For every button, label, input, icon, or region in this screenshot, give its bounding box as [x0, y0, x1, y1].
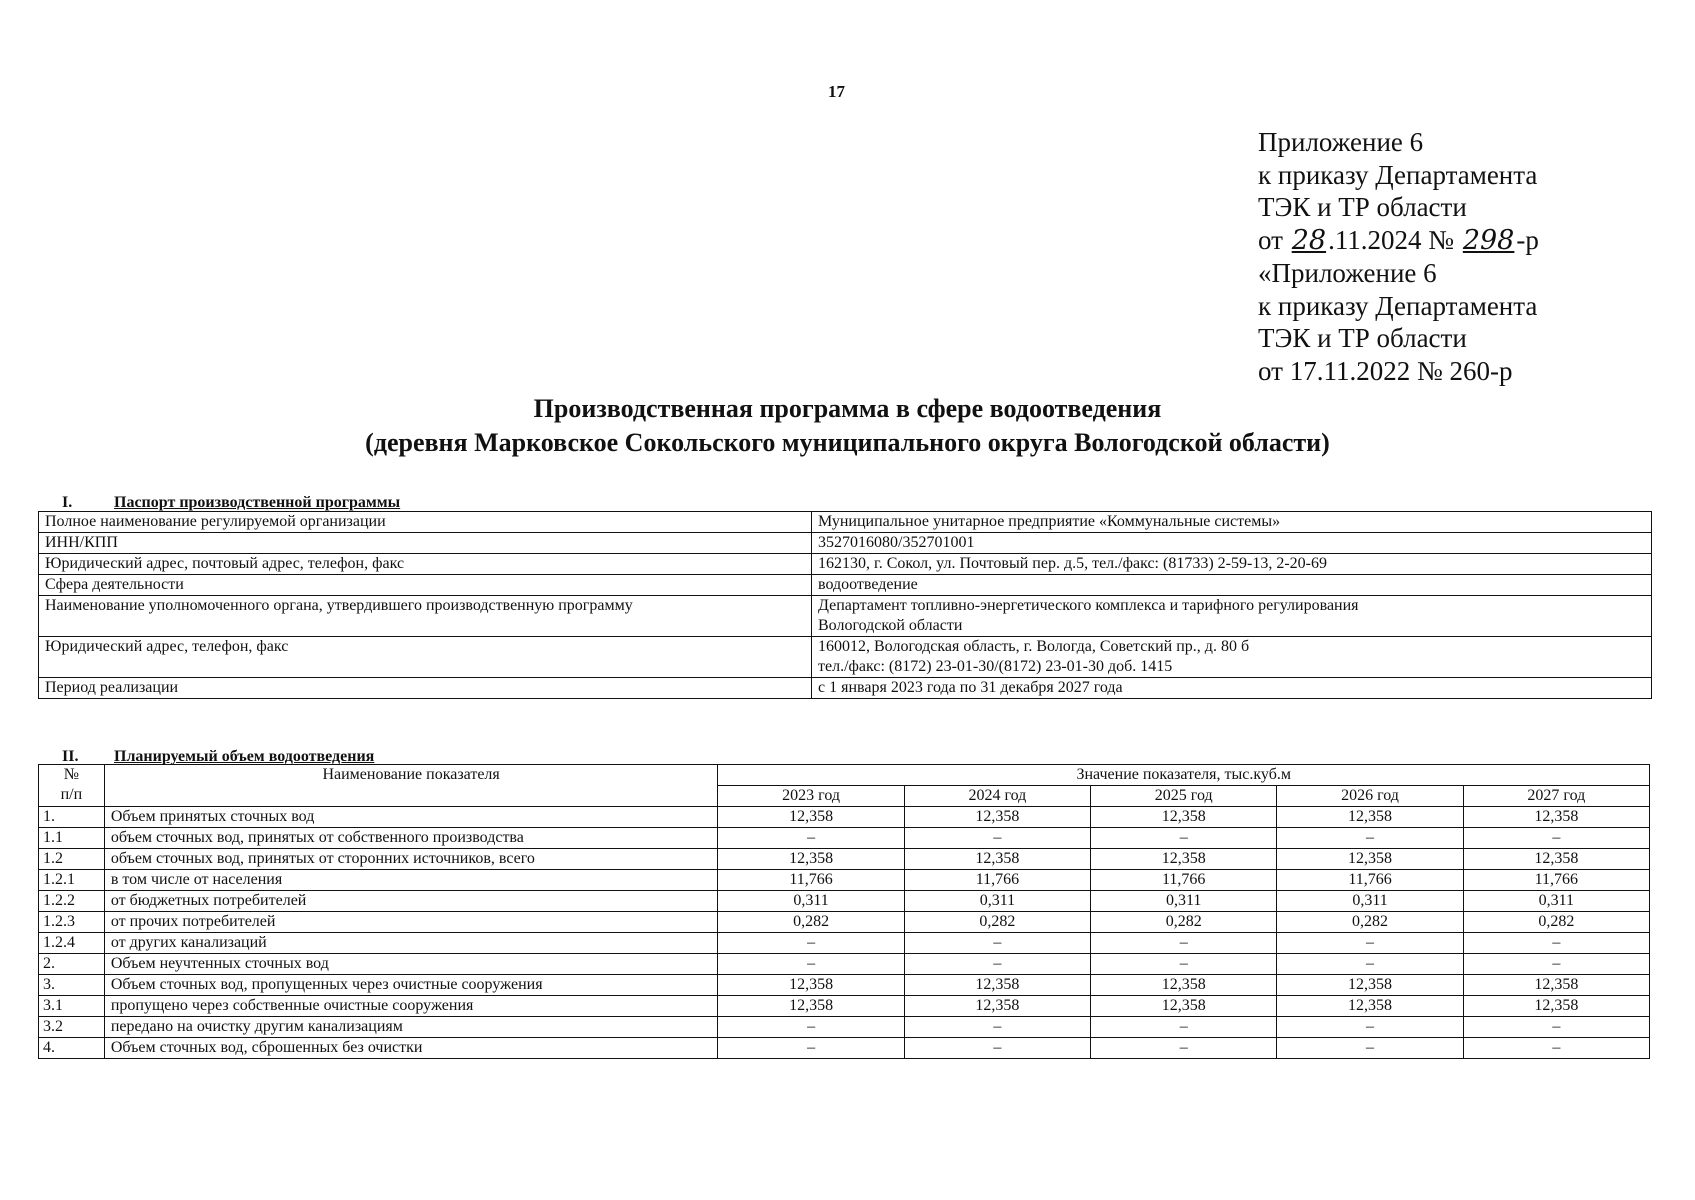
- indicator-value: 0,282: [1091, 912, 1277, 933]
- passport-value-line: 160012, Вологодская область, г. Вологда, Советский пр., д. 80 б: [818, 638, 1250, 655]
- indicator-name: Объем сточных вод, сброшенных без очистки: [104, 1038, 718, 1059]
- column-group-header-values: Значение показателя, тыс.куб.м: [718, 765, 1650, 786]
- indicator-value: –: [904, 1038, 1090, 1059]
- volume-row: [39, 870, 1650, 891]
- passport-row: [39, 512, 1652, 533]
- volume-table: [38, 764, 1650, 1059]
- passport-label: ИНН/КПП: [39, 533, 812, 554]
- indicator-value: 12,358: [718, 975, 904, 996]
- indicator-value: –: [718, 954, 904, 975]
- indicator-value: 12,358: [1277, 975, 1463, 996]
- appendix-line: к приказу Департамента: [1258, 290, 1538, 321]
- indicator-name: объем сточных вод, принятых от сторонних источников, всего: [104, 849, 718, 870]
- indicator-value: 12,358: [1091, 975, 1277, 996]
- indicator-value: –: [1463, 828, 1649, 849]
- indicator-name: от других канализаций: [104, 933, 718, 954]
- row-number: 2.: [39, 954, 105, 975]
- indicator-value: 12,358: [904, 975, 1090, 996]
- volume-row: [39, 1017, 1650, 1038]
- passport-row: [39, 575, 1652, 596]
- passport-label: Юридический адрес, почтовый адрес, телефон, факс: [39, 554, 812, 575]
- row-number: 1.2.2: [39, 891, 105, 912]
- row-number: 4.: [39, 1038, 105, 1059]
- indicator-value: 0,311: [1463, 891, 1649, 912]
- passport-value-line: 3527016080/352701001: [818, 534, 975, 551]
- passport-row: [39, 637, 1652, 678]
- indicator-value: 0,282: [1463, 912, 1649, 933]
- indicator-value: 0,311: [1277, 891, 1463, 912]
- indicator-value: 0,282: [904, 912, 1090, 933]
- indicator-value: –: [1463, 933, 1649, 954]
- appendix-line: ТЭК и ТР области: [1258, 323, 1467, 353]
- row-number: 1.2.1: [39, 870, 105, 891]
- indicator-value: 12,358: [1463, 849, 1649, 870]
- indicator-value: 12,358: [1463, 975, 1649, 996]
- section-number: II.: [62, 748, 79, 765]
- passport-value-line: Департамент топливно-энергетического комплекса и тарифного регулирования: [818, 597, 1359, 614]
- indicator-value: 0,311: [1091, 891, 1277, 912]
- volume-row: [39, 828, 1650, 849]
- volume-row: [39, 975, 1650, 996]
- indicator-name: пропущено через собственные очистные сооружения: [104, 996, 718, 1017]
- row-number: 1.2.3: [39, 912, 105, 933]
- order-prefix: от: [1258, 224, 1283, 255]
- column-header-year: 2027 год: [1463, 786, 1649, 807]
- indicator-value: –: [1277, 1017, 1463, 1038]
- indicator-value: 12,358: [1463, 996, 1649, 1017]
- title-line: (деревня Марковское Сокольского муниципального округа Вологодской области): [365, 428, 1330, 457]
- indicator-value: 0,311: [718, 891, 904, 912]
- passport-value-line: 162130, г. Сокол, ул. Почтовый пер. д.5, тел./факс: (81733) 2-59-13, 2-20-69: [818, 555, 1327, 572]
- indicator-name: Объем сточных вод, пропущенных через очистные сооружения: [104, 975, 718, 996]
- passport-value-line: с 1 января 2023 года по 31 декабря 2027 года: [818, 679, 1123, 696]
- indicator-name: в том числе от населения: [104, 870, 718, 891]
- indicator-value: –: [1277, 1038, 1463, 1059]
- handwritten-day: 28: [1291, 224, 1327, 256]
- indicator-value: 12,358: [1463, 807, 1649, 828]
- appendix-line: от 17.11.2022 № 260-р: [1258, 355, 1513, 386]
- indicator-value: 12,358: [1277, 996, 1463, 1017]
- indicator-value: 12,358: [904, 849, 1090, 870]
- row-number: 1.1: [39, 828, 105, 849]
- appendix-order-line: [1258, 224, 1539, 258]
- appendix-line: «Приложение 6: [1258, 258, 1437, 288]
- header-text: №: [63, 766, 80, 783]
- page-number: 17: [828, 82, 845, 101]
- indicator-value: –: [904, 933, 1090, 954]
- passport-label: Период реализации: [39, 678, 812, 699]
- indicator-value: –: [1277, 933, 1463, 954]
- indicator-value: –: [1463, 1017, 1649, 1038]
- passport-row: [39, 596, 1652, 637]
- indicator-value: –: [1091, 1038, 1277, 1059]
- passport-value: [812, 575, 1652, 596]
- indicator-value: –: [1277, 828, 1463, 849]
- passport-label: Наименование уполномоченного органа, утвердившего производственную программу: [39, 596, 812, 637]
- indicator-value: 12,358: [718, 996, 904, 1017]
- indicator-value: 11,766: [1277, 870, 1463, 891]
- row-number: 3.1: [39, 996, 105, 1017]
- indicator-value: –: [1463, 954, 1649, 975]
- indicator-value: –: [1091, 933, 1277, 954]
- indicator-value: –: [1091, 828, 1277, 849]
- row-number: 1.2.4: [39, 933, 105, 954]
- passport-label: Полное наименование регулируемой организации: [39, 512, 812, 533]
- passport-value: [812, 533, 1652, 554]
- passport-value: [812, 678, 1652, 699]
- indicator-value: 0,282: [718, 912, 904, 933]
- section-title: Планируемый объем водоотведения: [114, 748, 375, 765]
- passport-value-line: водоотведение: [818, 576, 918, 593]
- indicator-value: 12,358: [1091, 996, 1277, 1017]
- indicator-value: 12,358: [1091, 849, 1277, 870]
- passport-value-line: Муниципальное унитарное предприятие «Коммунальные системы»: [818, 513, 1281, 530]
- title-line: Производственная программа в сфере водоотведения: [533, 394, 1162, 423]
- indicator-name: Объем неучтенных сточных вод: [104, 954, 718, 975]
- passport-label: Юридический адрес, телефон, факс: [39, 637, 812, 678]
- appendix-block: [1258, 126, 1539, 387]
- column-header-year: 2026 год: [1277, 786, 1463, 807]
- indicator-name: от прочих потребителей: [104, 912, 718, 933]
- passport-value: [812, 596, 1652, 637]
- section-number: I.: [62, 494, 73, 511]
- order-suffix: -р: [1516, 224, 1539, 255]
- row-number: 1.2: [39, 849, 105, 870]
- indicator-value: 11,766: [718, 870, 904, 891]
- document-title: [0, 392, 1695, 460]
- indicator-value: 12,358: [904, 996, 1090, 1017]
- indicator-value: –: [904, 828, 1090, 849]
- indicator-value: –: [1091, 1017, 1277, 1038]
- indicator-value: 12,358: [718, 849, 904, 870]
- volume-row: [39, 954, 1650, 975]
- column-header-year: 2025 год: [1091, 786, 1277, 807]
- indicator-name: Объем принятых сточных вод: [104, 807, 718, 828]
- volume-row: [39, 807, 1650, 828]
- indicator-value: 12,358: [1277, 849, 1463, 870]
- passport-row: [39, 533, 1652, 554]
- indicator-value: 11,766: [1463, 870, 1649, 891]
- section-title: Паспорт производственной программы: [114, 494, 401, 511]
- indicator-name: передано на очистку другим канализациям: [104, 1017, 718, 1038]
- passport-value-line: Вологодской области: [818, 617, 963, 634]
- indicator-value: –: [904, 954, 1090, 975]
- indicator-value: –: [718, 828, 904, 849]
- indicator-value: 12,358: [1277, 807, 1463, 828]
- indicator-name: от бюджетных потребителей: [104, 891, 718, 912]
- passport-label: Сфера деятельности: [39, 575, 812, 596]
- indicator-value: –: [718, 1017, 904, 1038]
- indicator-name: объем сточных вод, принятых от собственного производства: [104, 828, 718, 849]
- indicator-value: 12,358: [904, 807, 1090, 828]
- volume-row: [39, 891, 1650, 912]
- handwritten-order-number: 298: [1462, 224, 1515, 256]
- indicator-value: –: [718, 1038, 904, 1059]
- indicator-value: –: [904, 1017, 1090, 1038]
- volume-row: [39, 849, 1650, 870]
- volume-row: [39, 933, 1650, 954]
- column-header-number: [39, 765, 105, 807]
- volume-row: [39, 1038, 1650, 1059]
- indicator-value: –: [1091, 954, 1277, 975]
- appendix-line: к приказу Департамента: [1258, 159, 1538, 190]
- row-number: 3.: [39, 975, 105, 996]
- passport-row: [39, 554, 1652, 575]
- volume-row: [39, 912, 1650, 933]
- indicator-value: 0,282: [1277, 912, 1463, 933]
- passport-value: [812, 512, 1652, 533]
- column-header-year: 2024 год: [904, 786, 1090, 807]
- volume-row: [39, 996, 1650, 1017]
- passport-value: [812, 637, 1652, 678]
- row-number: 1.: [39, 807, 105, 828]
- appendix-line: ТЭК и ТР области: [1258, 192, 1467, 222]
- passport-value: [812, 554, 1652, 575]
- passport-row: [39, 678, 1652, 699]
- column-header-name: Наименование показателя: [104, 765, 718, 807]
- passport-table: [38, 511, 1652, 699]
- passport-value-line: тел./факс: (8172) 23-01-30/(8172) 23-01-30 доб. 1415: [818, 658, 1173, 675]
- order-date-rest: .11.2024 №: [1328, 224, 1455, 255]
- indicator-value: –: [718, 933, 904, 954]
- indicator-value: –: [1463, 1038, 1649, 1059]
- indicator-value: 11,766: [904, 870, 1090, 891]
- indicator-value: 0,311: [904, 891, 1090, 912]
- indicator-value: 12,358: [1091, 807, 1277, 828]
- indicator-value: 11,766: [1091, 870, 1277, 891]
- section-heading-passport: [62, 494, 400, 512]
- appendix-line: Приложение 6: [1258, 127, 1424, 157]
- column-header-year: 2023 год: [718, 786, 904, 807]
- header-text: п/п: [60, 786, 83, 803]
- indicator-value: 12,358: [718, 807, 904, 828]
- indicator-value: –: [1277, 954, 1463, 975]
- row-number: 3.2: [39, 1017, 105, 1038]
